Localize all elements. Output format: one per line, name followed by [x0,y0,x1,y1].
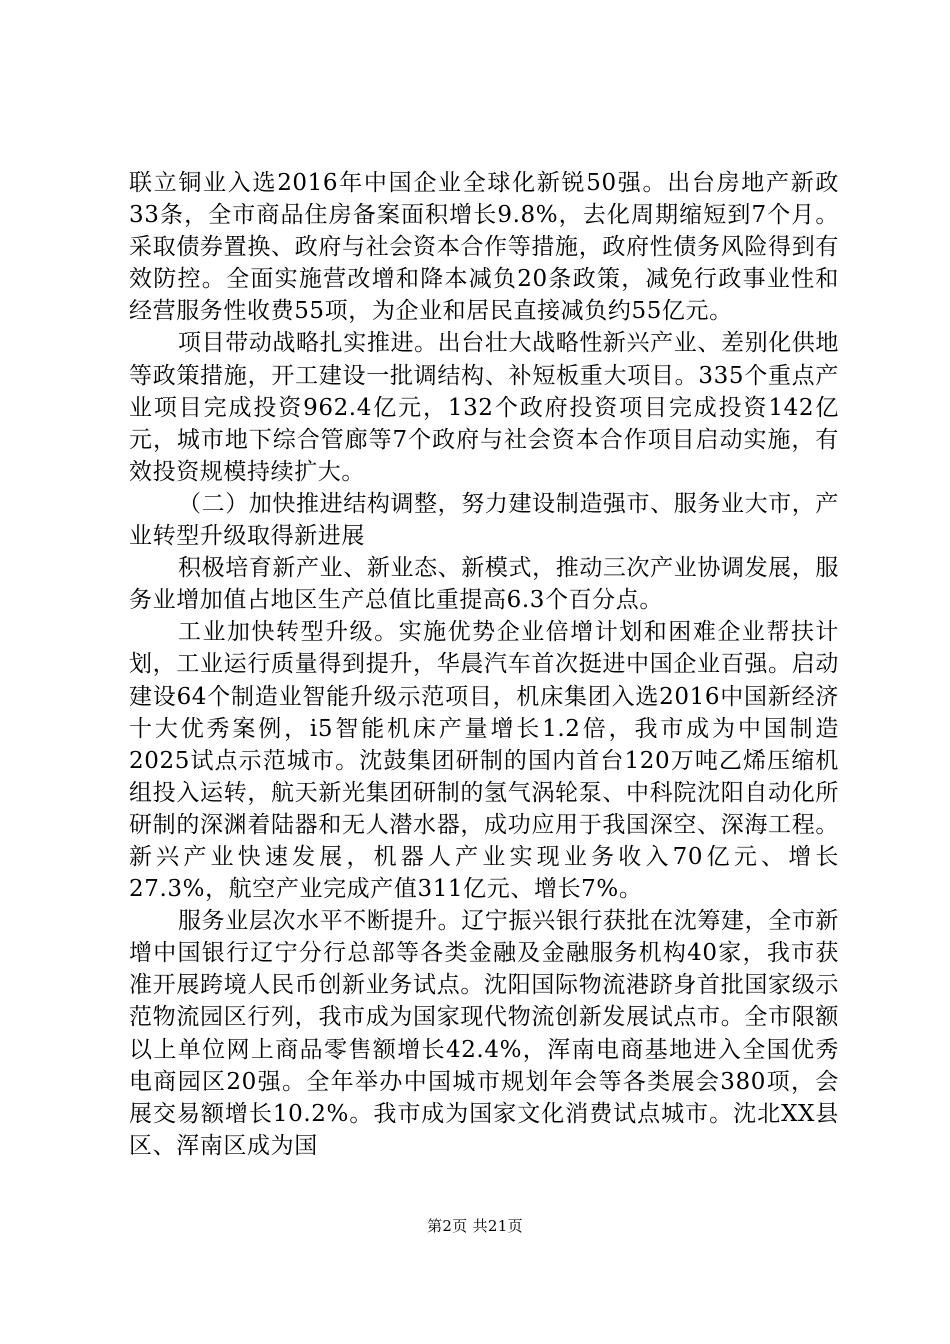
page-footer [0,1216,950,1236]
paragraph-new-industries: 积极培育新产业、新业态、新模式，推动三次产业协调发展，服务业增加值占地区生产总值比重提高6.3个百分点。 [129,555,839,614]
paragraph-project-strategy: 项目带动战略扎实推进。出台壮大战略性新兴产业、差别化供地等政策措施，开工建设一批调结构、补短板重大项目。335个重点产业项目完成投资962.4亿元，132个政府投资项目完成投资142亿元，城市地下综合管廊等7个政府与社会资本合作项目启动实施，有效投资规模持续扩大。 [129,330,839,485]
paragraph-industrial-upgrade: 工业加快转型升级。实施优势企业倍增计划和困难企业帮扶计划，工业运行质量得到提升，华晨汽车首次挺进中国企业百强。启动建设64个制造业智能升级示范项目，机床集团入选2016中国新经济十大优秀案例，i5智能机床产量增长1.2倍，我市成为中国制造2025试点示范城市。沈鼓集团研制的国内首台120万吨乙烯压缩机组投入运转，航天新光集团研制的氢气涡轮泵、中科院沈阳自动化所研制的深渊着陆器和无人潜水器，成功应用于我国深空、深海工程。新兴产业快速发展，机器人产业实现业务收入70亿元、增长27.3%，航空产业完成产值311亿元、增长7%。 [129,619,839,903]
section-heading-structure-adjustment: （二）加快推进结构调整，努力建设制造强市、服务业大市，产业转型升级取得新进展 [129,490,839,550]
document-body [129,167,839,1162]
page-number-label: 第2页 共21页 [427,1217,523,1235]
paragraph-service-industry: 服务业层次水平不断提升。辽宁振兴银行获批在沈筹建，全市新增中国银行辽宁分行总部等各类金融及金融服务机构40家，我市获准开展跨境人民币创新业务试点。沈阳国际物流港跻身首批国家级示范物流园区行列，我市成为国家现代物流创新发展试点市。全市限额以上单位网上商品零售额增长42.4%，浑南电商基地进入全国优秀电商园区20强。全年举办中国城市规划年会等各类展会380项，会展交易额增长10.2%。我市成为国家文化消费试点城市。沈北XX县区、浑南区成为国 [129,908,839,1159]
paragraph-continuation: 联立铜业入选2016年中国企业全球化新锐50强。出台房地产新政33条，全市商品住房备案面积增长9.8%，去化周期缩短到7个月。采取债券置换、政府与社会资本合作等措施，政府性债务风险得到有效防控。全面实施营改增和降本减负20条政策，减免行政事业性和经营服务性收费55项，为企业和居民直接减负约55亿元。 [129,170,839,325]
